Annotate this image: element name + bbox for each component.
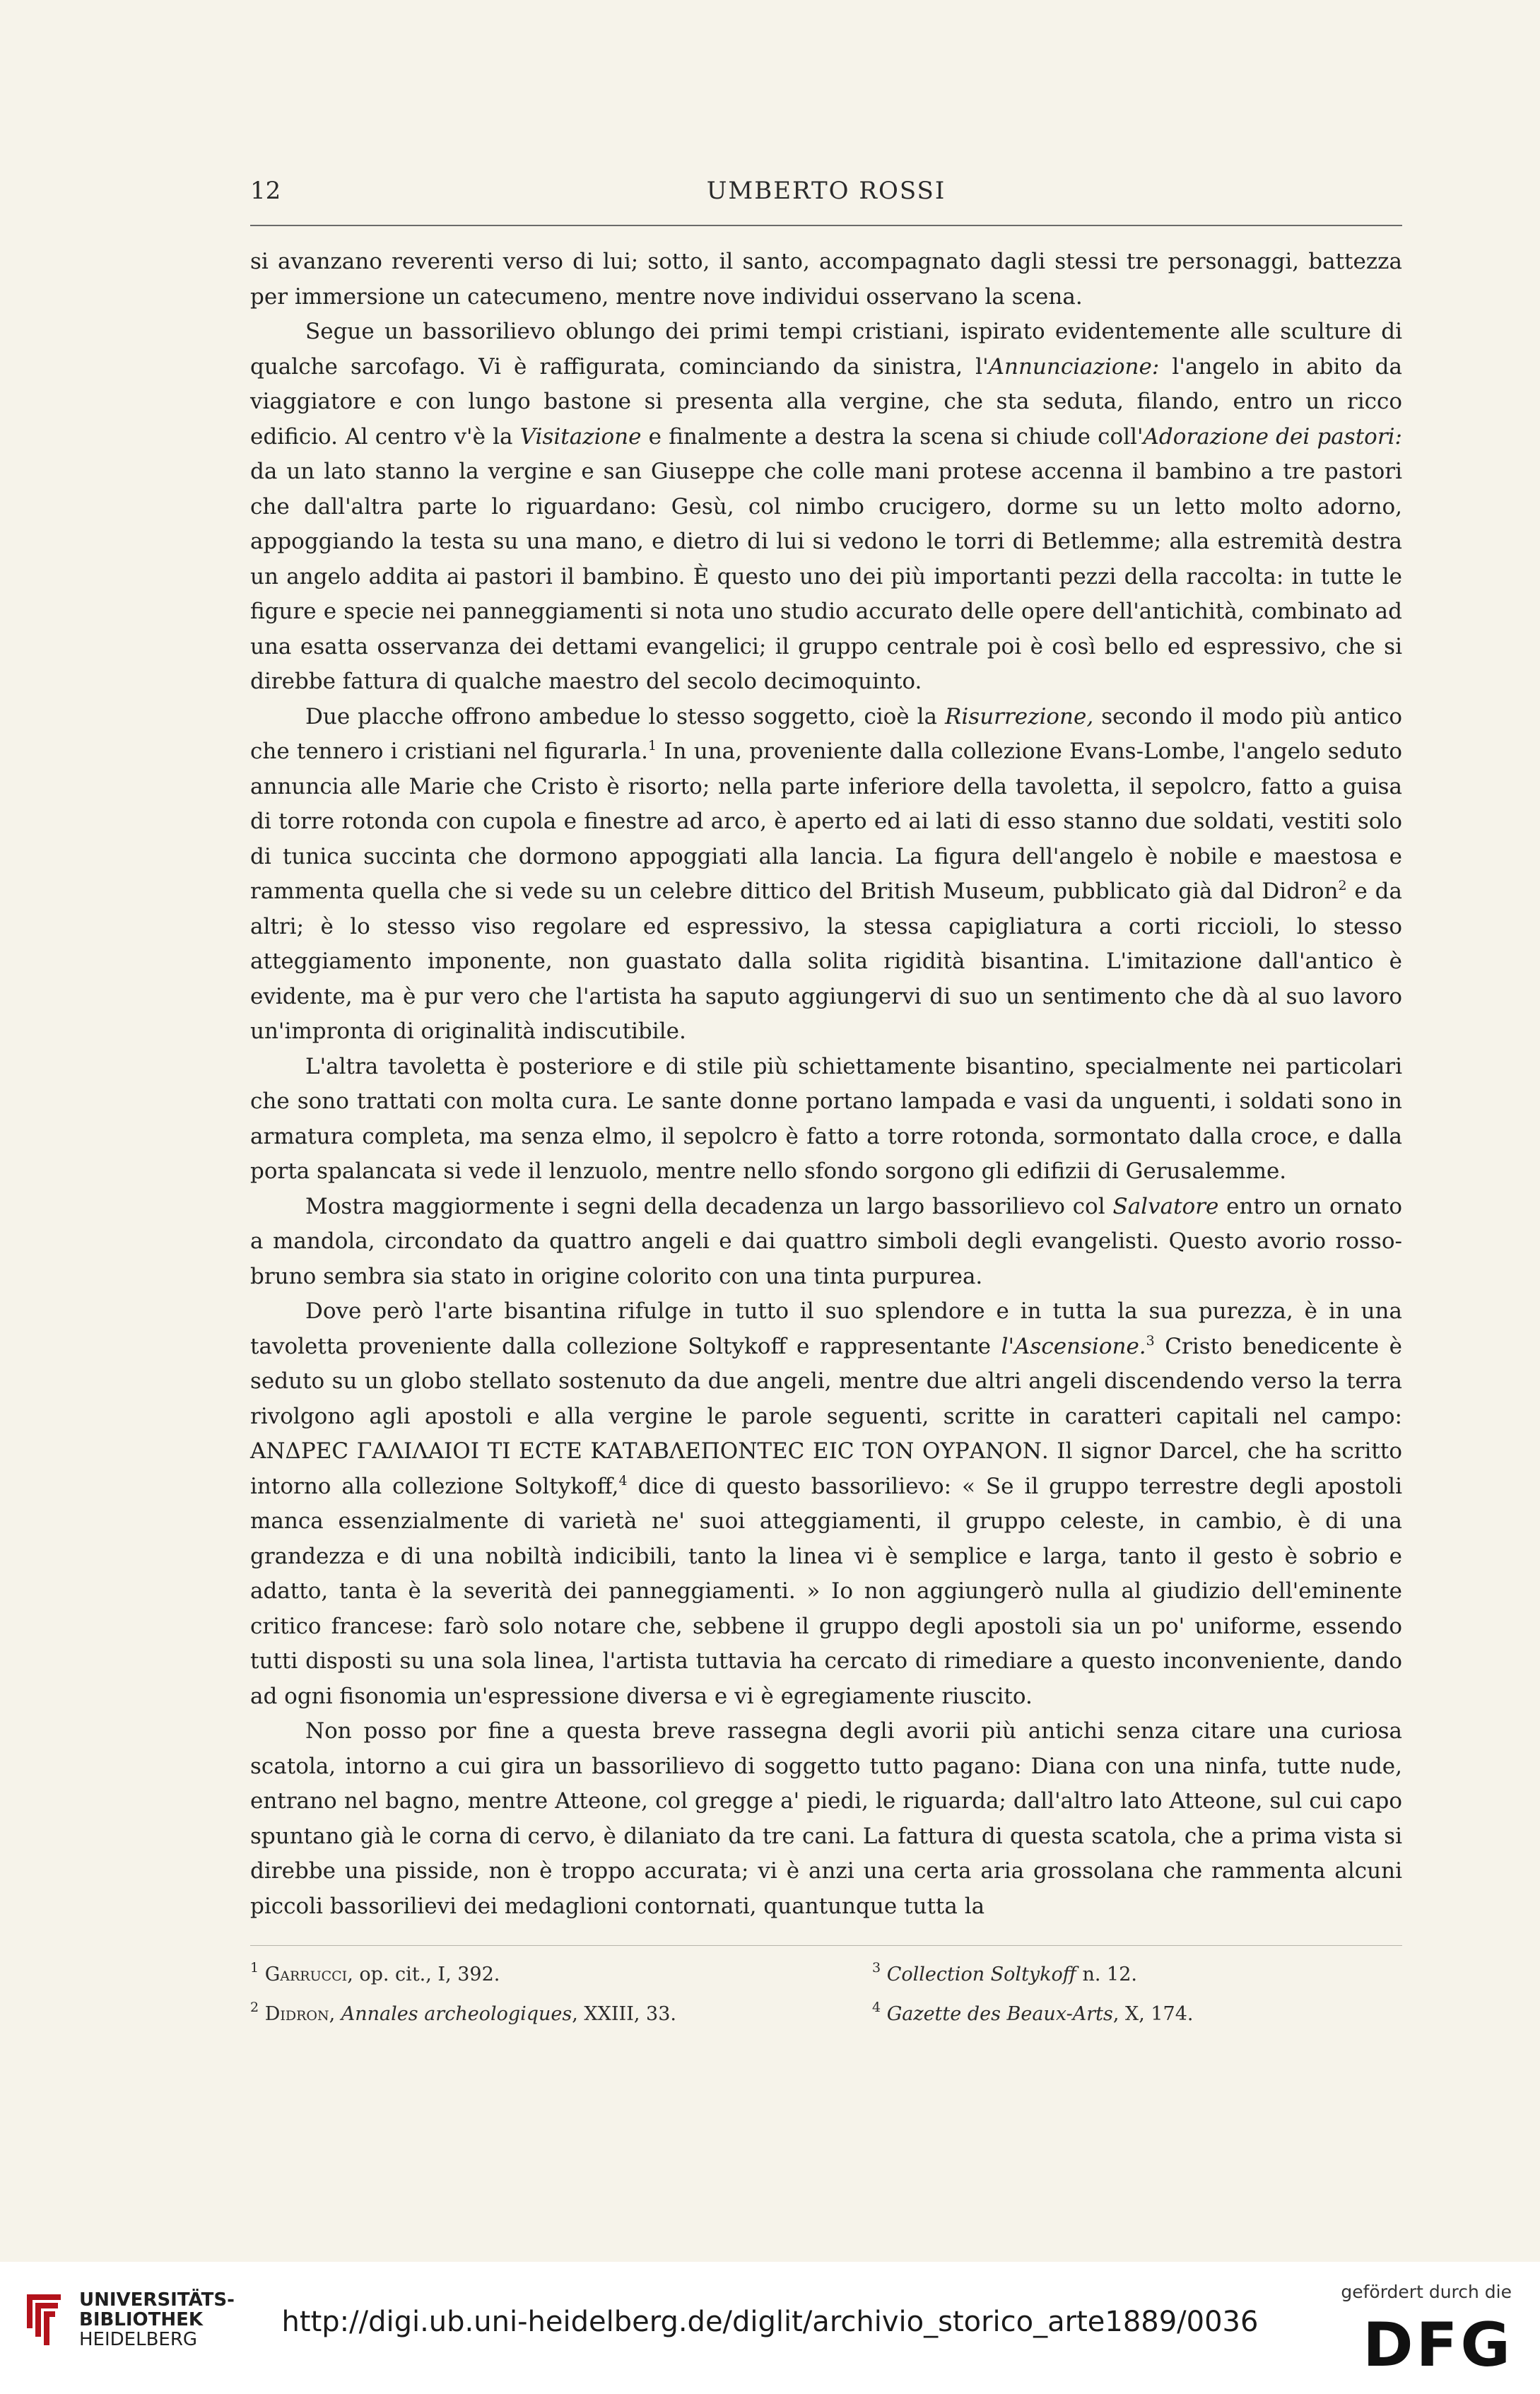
footnote-ref-4[interactable]: 4	[618, 1472, 628, 1489]
paragraph-6-text-c: Cristo benedicente è seduto su un globo stellato sostenuto da due angeli, mentre due altri angeli discendendo verso la terra rivolgono agli apostoli e alla vergine le parole seguenti, scritte in caratteri capitali nel campo: ΑΝΔΡΕϹ ΓΑΛΙΛΑΙΟΙ ΤΙ ΕϹΤΕ ΚΑΤΑΒΛΕΠΟΝΤΕϹ ΕΙϹ ΤΟΝ ΟΥΡΑΝΟΝ. Il signor Darcel, che ha scritto intorno alla collezione Soltykoff,	[250, 1333, 1402, 1499]
paragraph-1	[250, 245, 1402, 315]
paragraph-7-text: Non posso por fine a questa breve rassegna degli avorii più antichi senza citare una curiosa scatola, intorno a cui gira un bassorilievo di soggetto tutto pagano: Diana con una ninfa, tutte nude, entrano nel bagno, mentre Atteone, col gregge a' piedi, le riguarda; dall'altro lato Atteone, sul cui capo spuntano già le corna di cervo, è dilaniato da tre cani. La fattura di questa scatola, che a prima vista si direbbe una pisside, non è troppo accurata; vi è anzi una certa aria grossolana che rammenta alcuni piccoli bassorilievi dei medaglioni contornati, quantunque tutta la	[250, 1718, 1402, 1919]
paragraph-2-text-e: e finalmente a destra la scena si chiude coll'	[641, 423, 1144, 450]
paragraph-6-text-d: dice di questo bassorilievo: « Se il gruppo terrestre degli apostoli manca essenzialmente di varietà ne' suoi atteggiamenti, il gruppo celeste, in cambio, è di una grandezza e di una nobiltà indicibili, tanto la linea vi è semplice e larga, tanto il gesto è sobrio e adatto, tanta è la severità dei panneggiamenti. » Io non aggiungerò nulla al giudizio dell'eminente critico francese: farò solo notare che, sebbene il gruppo degli apostoli sia un po' uniforme, essendo tutti disposti su una sola linea, l'artista tuttavia ha cercato di rimediare a questo inconveniente, dando ad ogni fisonomia un'espressione diversa e vi è egregiamente riuscito.	[250, 1473, 1403, 1709]
footnote-2: $^2$ Didron, Annales archeologiques, XXIII, 33.	[250, 2000, 676, 2025]
term-adorazione: Adorazione dei pastori:	[1143, 423, 1402, 450]
paragraph-5-text-a: Mostra maggiormente i segni della decadenza un largo bassorilievo col	[305, 1193, 1113, 1219]
footnote-1-author: Garrucci	[264, 1964, 348, 1985]
paragraph-2-text-c: l'angelo in abito da viaggiatore e con lungo bastone si presenta alla vergine, che sta seduta, filando, entro un ricco edificio. Al centro v'è la	[250, 353, 1402, 450]
paragraph-6-text-a: Dove però l'arte bisantina rifulge in tutto il suo splendore e in tutta la sua purezza, è in una tavoletta proveniente dalla collezione Soltykoff e rappresentante	[250, 1298, 1402, 1359]
dfg-logo: DFG	[1363, 2310, 1513, 2381]
running-head: UMBERTO ROSSI	[706, 177, 946, 205]
term-risurrezione: Risurrezione,	[945, 703, 1094, 729]
body-text	[250, 245, 1402, 1924]
footnote-ref-3[interactable]: 3	[1146, 1332, 1155, 1349]
paragraph-4-text: L'altra tavoletta è posteriore e di stile più schiettamente bisantino, specialmente nei particolari che sono trattati con molta cura. Le sante donne portano lampada e vasi da unguenti, i soldati sono in armatura completa, ma senza elmo, il sepolcro è fatto a torre rotonda, sormontato dalla croce, e dalla porta spalancata si vede il lenzuolo, mentre nello sfondo sorgono gli edifizii di Gerusalemme.	[250, 1053, 1402, 1184]
page-header	[250, 177, 1402, 219]
paragraph-2	[250, 315, 1402, 700]
footnote-rule	[250, 1945, 1402, 1946]
footnote-4	[872, 1997, 1193, 2031]
paragraph-3-text-e: e da altri; è lo stesso viso regolare ed espressivo, la stessa capigliatura a corti riccioli, lo stesso atteggiamento imponente, non guastato dalla solita rigidità bisantina. L'imitazione dall'antico è evidente, ma è pur vero che l'artista ha saputo aggiungervi di suo un sentimento che dà al suo lavoro un'impronta di originalità indiscutibile.	[250, 879, 1402, 1044]
paragraph-5	[250, 1190, 1402, 1295]
footnote-3-number: 3	[872, 1960, 881, 1976]
funded-by-label: gefördert durch die	[1341, 2282, 1512, 2302]
paragraph-1-text: si avanzano reverenti verso di lui; sotto, il santo, accompagnato dagli stessi tre personaggi, battezza per immersione un catecumeno, mentre nove individui osservano la scena.	[250, 249, 1402, 310]
term-ascensione: l'Ascensione.	[1001, 1333, 1146, 1359]
footnote-2-title: Annales archeologiques	[341, 2003, 572, 2025]
paragraph-2-text-g: da un lato stanno la vergine e san Giuseppe che colle mani protese accenna il bambino a tre pastori che dall'altra parte lo riguardano: Gesù, col nimbo crucigero, dorme su un letto molto adorno, appoggiando la testa su una mano, e dietro di lui si vedono le torri di Betlemme; alla estremità destra un angelo addita ai pastori il bambino. È questo uno dei più importanti pezzi della raccolta: in tutte le figure e specie nei panneggiamenti si nota uno studio accurato delle opere dell'antichità, combinato ad una esatta osservanza dei dettami evangelici; il gruppo centrale poi è così bello ed espressivo, che si direbbe fattura di qualche maestro del secolo decimoquinto.	[250, 459, 1402, 694]
term-visitazione: Visitazione	[519, 423, 642, 450]
viewer-footer	[0, 2262, 1540, 2394]
term-salvatore: Salvatore	[1112, 1193, 1219, 1219]
footnote-2-number: 2	[250, 2000, 259, 2015]
footnote-1	[250, 1958, 500, 1992]
paragraph-3-text-d: In una, proveniente dalla collezione Evans-Lombe, l'angelo seduto annuncia alle Marie che Cristo è risorto; nella parte inferiore della tavoletta, il sepolcro, fatto a guisa di torre rotonda con cupola e finestre ad arco, è aperto ed ai lati di esso stanno due soldati, vestiti solo di tunica succinta che dormono appoggiati alla lancia. La figura dell'angelo è nobile e maestosa e rammenta quella che si vede su un celebre dittico del British Museum, pubblicato già dal Didron	[250, 739, 1402, 904]
footnote-1-rest: , op. cit., I, 392.	[347, 1964, 500, 1985]
paragraph-3	[250, 700, 1402, 1050]
footnote-3-title: Collection Soltykoff	[886, 1964, 1076, 1985]
paragraph-4	[250, 1050, 1402, 1190]
footnote-ref-1[interactable]: 1	[648, 738, 657, 753]
footnote-2-author: Didron	[264, 2003, 329, 2025]
footnote-1-number: 1	[250, 1960, 259, 1976]
library-name-line-2: BIBLIOTHEK	[79, 2309, 204, 2330]
footnote-3	[872, 1958, 1137, 1992]
permalink-url[interactable]: http://digi.ub.uni-heidelberg.de/diglit/archivio_storico_arte1889/0036	[281, 2306, 1259, 2338]
paragraph-3-text-a: Due placche offrono ambedue lo stesso soggetto, cioè la	[305, 703, 946, 729]
paragraph-5-text-c: entro un ornato a mandola, circondato da quattro angeli e dai quattro simboli degli evangelisti. Questo avorio rosso-bruno sembra sia stato in origine colorito con una tinta purpurea.	[250, 1193, 1403, 1289]
page-number: 12	[250, 177, 281, 205]
paragraph-3-text-c: secondo il modo più antico che tennero i cristiani nel figurarla.	[250, 703, 1402, 764]
library-name-line-3: HEIDELBERG	[79, 2329, 198, 2350]
footnote-4-number: 4	[872, 2000, 881, 2015]
footnote-3-rest: n. 12.	[1076, 1964, 1137, 1985]
term-annunciazione: Annunciazione:	[988, 353, 1160, 380]
footnote-ref-2[interactable]: 2	[1338, 878, 1347, 893]
footnote-2-rest: , XXIII, 33.	[572, 2003, 676, 2025]
paragraph-6	[250, 1294, 1402, 1714]
footnote-4-title: Gazette des Beaux-Arts	[886, 2003, 1113, 2025]
footnote-4-rest: , X, 174.	[1112, 2003, 1194, 2025]
paragraph-7	[250, 1714, 1402, 1924]
paragraph-2-text-a: Segue un bassorilievo oblungo dei primi tempi cristiani, ispirato evidentemente alle sculture di qualche sarcofago. Vi è raffigurata, cominciando da sinistra, l'	[250, 319, 1402, 380]
header-rule	[250, 225, 1402, 226]
library-name-line-1: UNIVERSITÄTS-	[79, 2289, 235, 2311]
